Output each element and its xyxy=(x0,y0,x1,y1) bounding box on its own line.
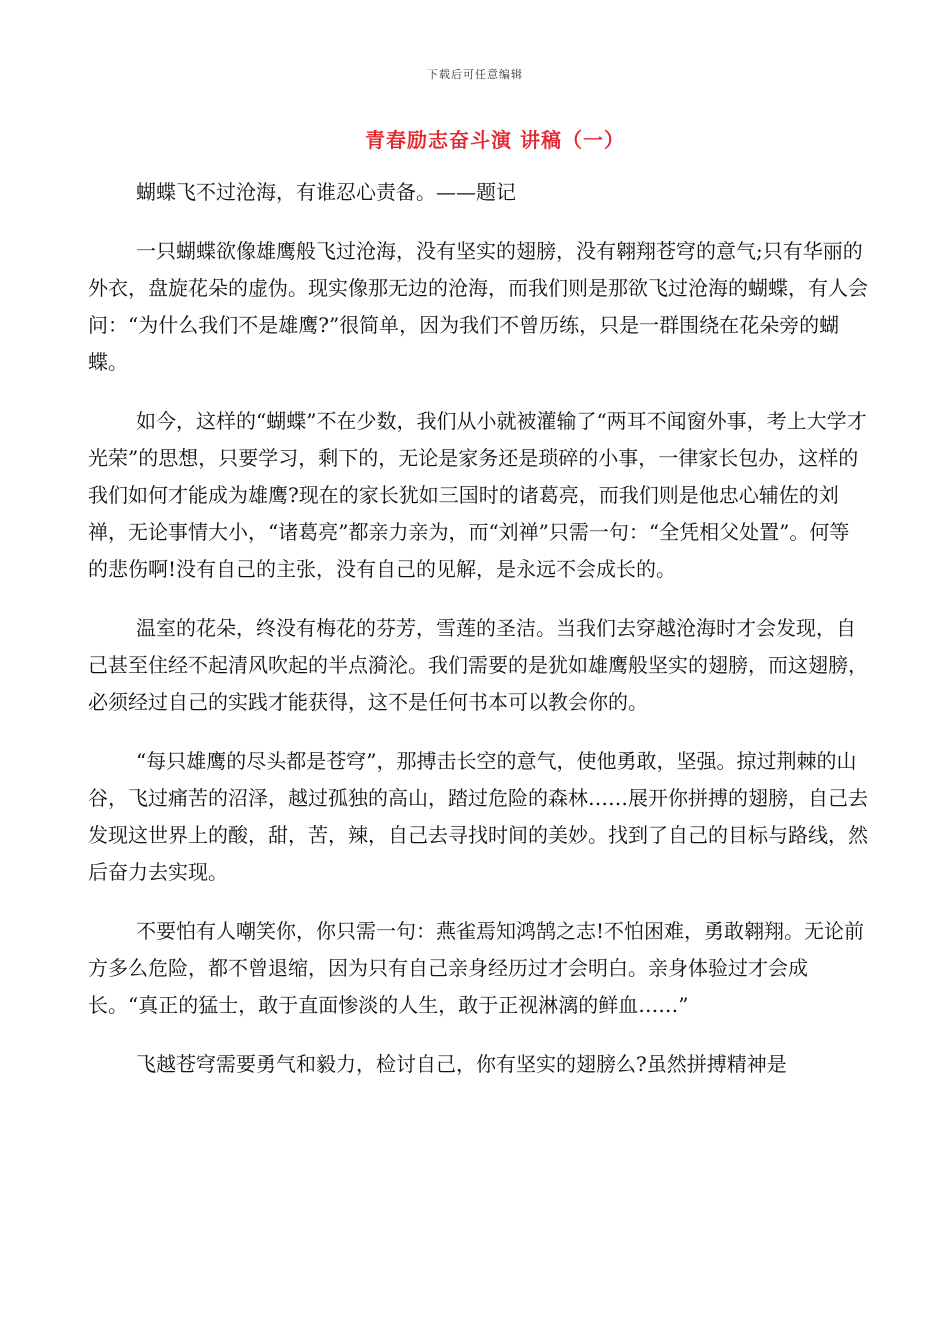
body-paragraph: 一只蝴蝶欲像雄鹰般飞过沧海，没有坚实的翅膀，没有翱翔苍穹的意气;只有华丽的外衣，盘旋花朵的虚伪。现实像那无边的沧海，而我们则是那欲飞过沧海的蝴蝶，有人会问：“为什么我们不是雄鹰?”很简单，因为我们不曾历练，只是一群围绕在花朵旁的蝴蝶。 xyxy=(88,239,868,374)
epigraph-paragraph: 蝴蝶飞不过沧海，有谁忍心责备。——题记 xyxy=(136,180,516,204)
body-paragraph: 温室的花朵，终没有梅花的芬芳，雪莲的圣洁。当我们去穿越沧海时才会发现，自己甚至住经不起清风吹起的半点漪沦。我们需要的是犹如雄鹰般坚实的翅膀，而这翅膀，必须经过自己的实践才能获得，这不是任何书本可以教会你的。 xyxy=(88,616,868,714)
body-paragraph: “每只雄鹰的尽头都是苍穹”，那搏击长空的意气，使他勇敢，坚强。掠过荆棘的山谷，飞过痛苦的沼泽，越过孤独的高山，踏过危险的森林……展开你拼搏的翅膀，自己去发现这世界上的酸，甜，苦，辣，自己去寻找时间的美妙。找到了自己的目标与路线，然后奋力去实现。 xyxy=(88,749,868,884)
header-note: 下载后可任意编辑 xyxy=(427,68,523,81)
body-paragraph: 如今，这样的“蝴蝶”不在少数，我们从小就被灌输了“两耳不闻窗外事，考上大学才光荣”的思想，只要学习，剩下的，无论是家务还是琐碎的小事，一律家长包办，这样的我们如何才能成为雄鹰?现在的家长犹如三国时的诸葛亮，而我们则是他忠心辅佐的刘禅，无论事情大小，“诸葛亮”都亲力亲为，而“刘禅”只需一句：“全凭相父处置”。何等的悲伤啊!没有自己的主张，没有自己的见解，是永远不会成长的。 xyxy=(88,409,867,581)
document-title: 青春励志奋斗演 讲稿（一） xyxy=(365,128,625,152)
document-body xyxy=(88,174,868,1105)
body-paragraph: 不要怕有人嘲笑你，你只需一句：燕雀焉知鸿鹄之志!不怕困难，勇敢翱翔。无论前方多么危险，都不曾退缩，因为只有自己亲身经历过才会明白。亲身体验过才会成长。“真正的猛士，敢于直面惨淡的人生，敢于正视淋漓的鲜血……” xyxy=(88,919,865,1017)
body-paragraph: 飞越苍穹需要勇气和毅力，检讨自己，你有坚实的翅膀么?虽然拼搏精神是 xyxy=(136,1052,787,1076)
